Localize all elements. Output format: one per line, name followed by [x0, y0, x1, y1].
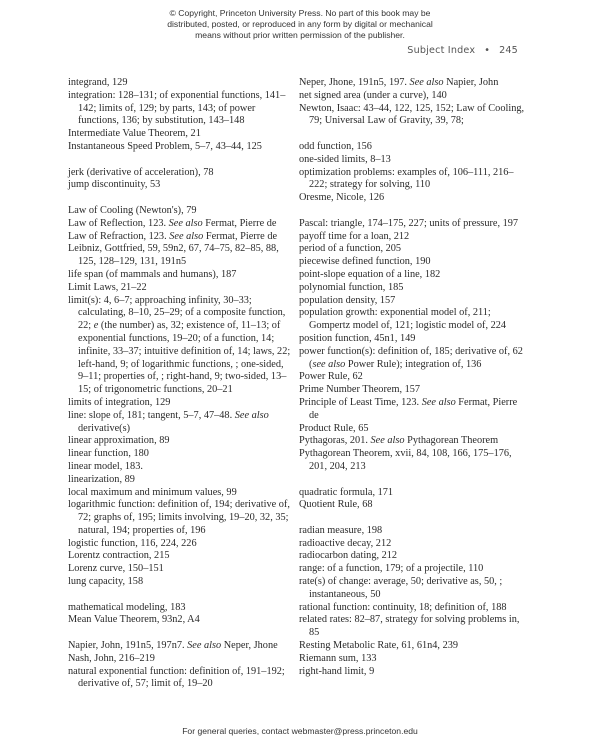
- index-entry: [68, 77, 296, 90]
- entry-text: mathematical modeling, 183: [68, 601, 186, 613]
- entry-text: lung capacity, 158: [68, 576, 144, 588]
- index-column-right: [299, 77, 527, 691]
- separator-bullet: •: [484, 45, 491, 56]
- index-entry: [299, 192, 527, 205]
- entry-text: Law of Cooling (Newton's), 79: [68, 204, 197, 216]
- entry-text: Neper, Jhone: [221, 640, 278, 652]
- index-entry: [299, 167, 527, 193]
- entry-text: limit(s): 4, 6–7; approaching infinity, 30–33; calculating, 8–10, 25–29; of a composite function, 22;: [68, 294, 286, 332]
- index-entry: [299, 282, 527, 295]
- entry-text: Pascal: triangle, 174–175, 227; units of pressure, 197: [299, 217, 519, 229]
- entry-text: integrand, 129: [68, 77, 128, 88]
- index-entry: [299, 307, 527, 333]
- entry-text: Napier, John: [443, 77, 499, 88]
- index-entry: [299, 487, 527, 500]
- cross-reference-label: see also: [312, 358, 346, 370]
- cross-reference-label: See also: [409, 77, 444, 88]
- entry-text: Mean Value Theorem, 93n2, A4: [68, 614, 200, 626]
- index-entry: [299, 538, 527, 551]
- index-entry: [299, 525, 527, 538]
- index-entry: [68, 653, 296, 666]
- index-entry: [299, 384, 527, 397]
- index-entry: [68, 550, 296, 563]
- entry-text: Pythagoras, 201.: [299, 435, 371, 447]
- index-entry: [299, 666, 527, 679]
- index-entry: [68, 218, 296, 231]
- entry-text: Riemann sum, 133: [299, 652, 377, 664]
- index-entry: [299, 499, 527, 512]
- index-letter-group: [68, 167, 296, 193]
- index-entry: [299, 256, 527, 269]
- running-head: [407, 45, 518, 56]
- index-entry: [299, 576, 527, 602]
- entry-text: optimization problems: examples of, 106–111, 216–222; strategy for solving, 110: [299, 166, 514, 191]
- entry-text: Leibniz, Gottfried, 59, 59n2, 67, 74–75, 82–85, 88, 125, 128–129, 131, 191n5: [68, 243, 279, 268]
- entry-text: natural exponential function: definition of, 191–192; derivative of, 57; limit of, 19–20: [68, 665, 285, 690]
- entry-text: linear approximation, 89: [68, 435, 170, 447]
- index-letter-group: [68, 77, 296, 154]
- entry-text: power function(s): definition of, 185; derivative of, 62 (: [299, 345, 523, 370]
- index-entry: [299, 77, 527, 90]
- index-entry: [299, 141, 527, 154]
- index-entry: [299, 218, 527, 231]
- index-entry: [299, 397, 527, 423]
- index-entry: [68, 448, 296, 461]
- entry-text: Napier, John, 191n5, 197n7.: [68, 640, 188, 652]
- index-letter-group: [68, 640, 296, 691]
- index-entry: [68, 231, 296, 244]
- cross-reference-label: See also: [421, 396, 456, 408]
- index-entry: [299, 90, 527, 103]
- index-entry: [68, 90, 296, 128]
- cross-reference-label: See also: [187, 640, 222, 652]
- entry-text: quadratic formula, 171: [299, 486, 394, 498]
- copyright-line: means without prior written permission of the publisher.: [195, 30, 405, 40]
- entry-text: Power Rule, 62: [299, 371, 363, 383]
- entry-text: Law of Refraction, 123.: [68, 230, 170, 242]
- index-entry: [68, 269, 296, 282]
- index-entry: [68, 435, 296, 448]
- index-entry: [68, 410, 296, 436]
- index-entry: [68, 397, 296, 410]
- index-entry: [68, 128, 296, 141]
- entry-text: radioactive decay, 212: [299, 537, 392, 549]
- entry-text: Nash, John, 216–219: [68, 652, 155, 664]
- entry-text: (the number) as, 32; existence of, 11–13; of exponential functions, 19–20; of a function, 14; infinite, 33–37; intuitive definition of, 14; laws, 22; left-hand, 9; of logarithmic functions, ; one-sided, 9–11; properties of, ; right-hand, 9; two-sided, 13–15; of trigonometric functions, 20–21: [78, 320, 291, 396]
- index-entry: [68, 563, 296, 576]
- index-entry: [68, 576, 296, 589]
- index-entry: [299, 154, 527, 167]
- entry-text: odd function, 156: [299, 140, 372, 152]
- cross-reference-label: See also: [168, 217, 203, 229]
- entry-text: point-slope equation of a line, 182: [299, 268, 441, 280]
- entry-text: Limit Laws, 21–22: [68, 281, 147, 293]
- cross-reference-label: e: [93, 320, 99, 332]
- index-letter-group: [68, 205, 296, 589]
- entry-text: logarithmic function: definition of, 194; derivative of, 72; graphs of, 195; limits involving, 19–20, 32, 35; natural, 194; properties of, 196: [68, 499, 290, 536]
- entry-text: population growth: exponential model of, 211; Gompertz model of, 121; logistic model of, 224: [299, 307, 507, 332]
- entry-text: rate(s) of change: average, 50; derivative as, 50, ; instantaneous, 50: [299, 576, 503, 600]
- index-entry: [68, 295, 296, 397]
- entry-text: logistic function, 116, 224, 226: [68, 537, 197, 549]
- index-entry: [68, 614, 296, 627]
- index-letter-group: [299, 218, 527, 474]
- section-title: Subject Index: [407, 45, 476, 56]
- entry-text: Quotient Rule, 68: [299, 499, 373, 511]
- entry-text: period of a function, 205: [299, 243, 402, 255]
- index-entry: [68, 141, 296, 154]
- entry-text: Principle of Least Time, 123.: [299, 396, 422, 408]
- entry-text: Prime Number Theorem, 157: [299, 384, 421, 396]
- index-entry: [68, 666, 296, 692]
- index-entry: [68, 205, 296, 218]
- page-number: 245: [499, 45, 518, 56]
- index-entry: [68, 499, 296, 537]
- index-entry: [299, 333, 527, 346]
- index-letter-group: [68, 602, 296, 628]
- index-entry: [299, 563, 527, 576]
- index-letter-group: [299, 77, 527, 128]
- cross-reference-label: See also: [169, 230, 204, 242]
- entry-text: payoff time for a loan, 212: [299, 230, 410, 242]
- entry-text: Power Rule); integration of, 136: [345, 358, 482, 370]
- entry-text: Product Rule, 65: [299, 422, 369, 434]
- index-entry: [68, 487, 296, 500]
- entry-text: position function, 45n1, 149: [299, 332, 416, 344]
- entry-text: polynomial function, 185: [299, 281, 404, 293]
- entry-text: integration: 128–131; of exponential functions, 141–142; limits of, 129; by parts, 143; of power functions, 136; by substitution, 143–148: [68, 89, 286, 127]
- entry-text: linear function, 180: [68, 448, 149, 460]
- entry-text: Resting Metabolic Rate, 61, 61n4, 239: [299, 640, 459, 652]
- entry-text: radiocarbon dating, 212: [299, 550, 398, 562]
- entry-text: jerk (derivative of acceleration), 78: [68, 166, 214, 178]
- entry-text: one-sided limits, 8–13: [299, 153, 391, 165]
- index-column-left: [68, 77, 296, 704]
- entry-text: Neper, Jhone, 191n5, 197.: [299, 77, 410, 88]
- entry-text: range: of a function, 179; of a projectile, 110: [299, 563, 484, 575]
- entry-text: Intermediate Value Theorem, 21: [68, 128, 201, 140]
- entry-text: jump discontinuity, 53: [68, 179, 161, 191]
- entry-text: Pythagorean Theorem, xvii, 84, 108, 166, 175–176, 201, 204, 213: [299, 448, 512, 472]
- entry-text: rational function: continuity, 18; definition of, 188: [299, 601, 507, 613]
- index-letter-group: [299, 141, 527, 205]
- index-entry: [68, 179, 296, 192]
- index-entry: [68, 474, 296, 487]
- entry-text: limits of integration, 129: [68, 396, 171, 408]
- entry-text: line: slope of, 181; tangent, 5–7, 47–48.: [68, 409, 235, 421]
- entry-text: Oresme, Nicole, 126: [299, 192, 385, 204]
- index-letter-group: [299, 525, 527, 679]
- index-letter-group: [299, 487, 527, 513]
- entry-text: Fermat, Pierre de: [202, 217, 277, 229]
- entry-text: Instantaneous Speed Problem, 5–7, 43–44, 125: [68, 140, 262, 152]
- entry-text: life span (of mammals and humans), 187: [68, 268, 237, 280]
- cross-reference-label: See also: [234, 409, 269, 421]
- copyright-line: © Copyright, Princeton University Press. No part of this book may be: [169, 8, 431, 18]
- index-entry: [299, 346, 527, 372]
- index-entry: [299, 231, 527, 244]
- entry-text: Pythagorean Theorem: [404, 435, 499, 447]
- index-entry: [299, 653, 527, 666]
- index-entry: [68, 243, 296, 269]
- index-entry: [299, 614, 527, 640]
- entry-text: Fermat, Pierre de: [203, 230, 278, 242]
- entry-text: population density, 157: [299, 294, 396, 306]
- index-entry: [299, 243, 527, 256]
- copyright-line: distributed, posted, or reproduced in any form by digital or mechanical: [167, 19, 433, 29]
- entry-text: linear model, 183.: [68, 460, 143, 472]
- index-entry: [299, 448, 527, 474]
- entry-text: linearization, 89: [68, 473, 135, 485]
- index-entry: [299, 550, 527, 563]
- index-entry: [68, 538, 296, 551]
- index-entry: [299, 423, 527, 436]
- index-entry: [68, 282, 296, 295]
- index-entry: [299, 269, 527, 282]
- entry-text: local maximum and minimum values, 99: [68, 486, 237, 498]
- footer-contact: For general queries, contact webmaster@press.princeton.edu: [182, 726, 418, 736]
- index-entry: [68, 640, 296, 653]
- cross-reference-label: See also: [370, 435, 405, 447]
- entry-text: Newton, Isaac: 43–44, 122, 125, 152; Law of Cooling, 79; Universal Law of Gravity, 39, 78;: [299, 102, 525, 127]
- copyright-notice: [0, 8, 600, 41]
- index-entry: [68, 167, 296, 180]
- index-entry: [299, 640, 527, 653]
- entry-text: net signed area (under a curve), 140: [299, 89, 447, 101]
- entry-text: Lorenz curve, 150–151: [68, 563, 164, 575]
- index-entry: [299, 602, 527, 615]
- entry-text: related rates: 82–87, strategy for solving problems in, 85: [299, 614, 520, 639]
- entry-text: piecewise defined function, 190: [299, 256, 431, 268]
- entry-text: Lorentz contraction, 215: [68, 550, 170, 562]
- entry-text: right-hand limit, 9: [299, 665, 375, 677]
- index-entry: [299, 103, 527, 129]
- entry-text: derivative(s): [78, 422, 131, 434]
- entry-text: Fermat, Pierre de: [309, 396, 518, 421]
- entry-text: Law of Reflection, 123.: [68, 217, 169, 229]
- index-entry: [299, 295, 527, 308]
- index-entry: [299, 371, 527, 384]
- entry-text: radian measure, 198: [299, 524, 383, 536]
- index-entry: [68, 602, 296, 615]
- index-entry: [68, 461, 296, 474]
- index-entry: [299, 435, 527, 448]
